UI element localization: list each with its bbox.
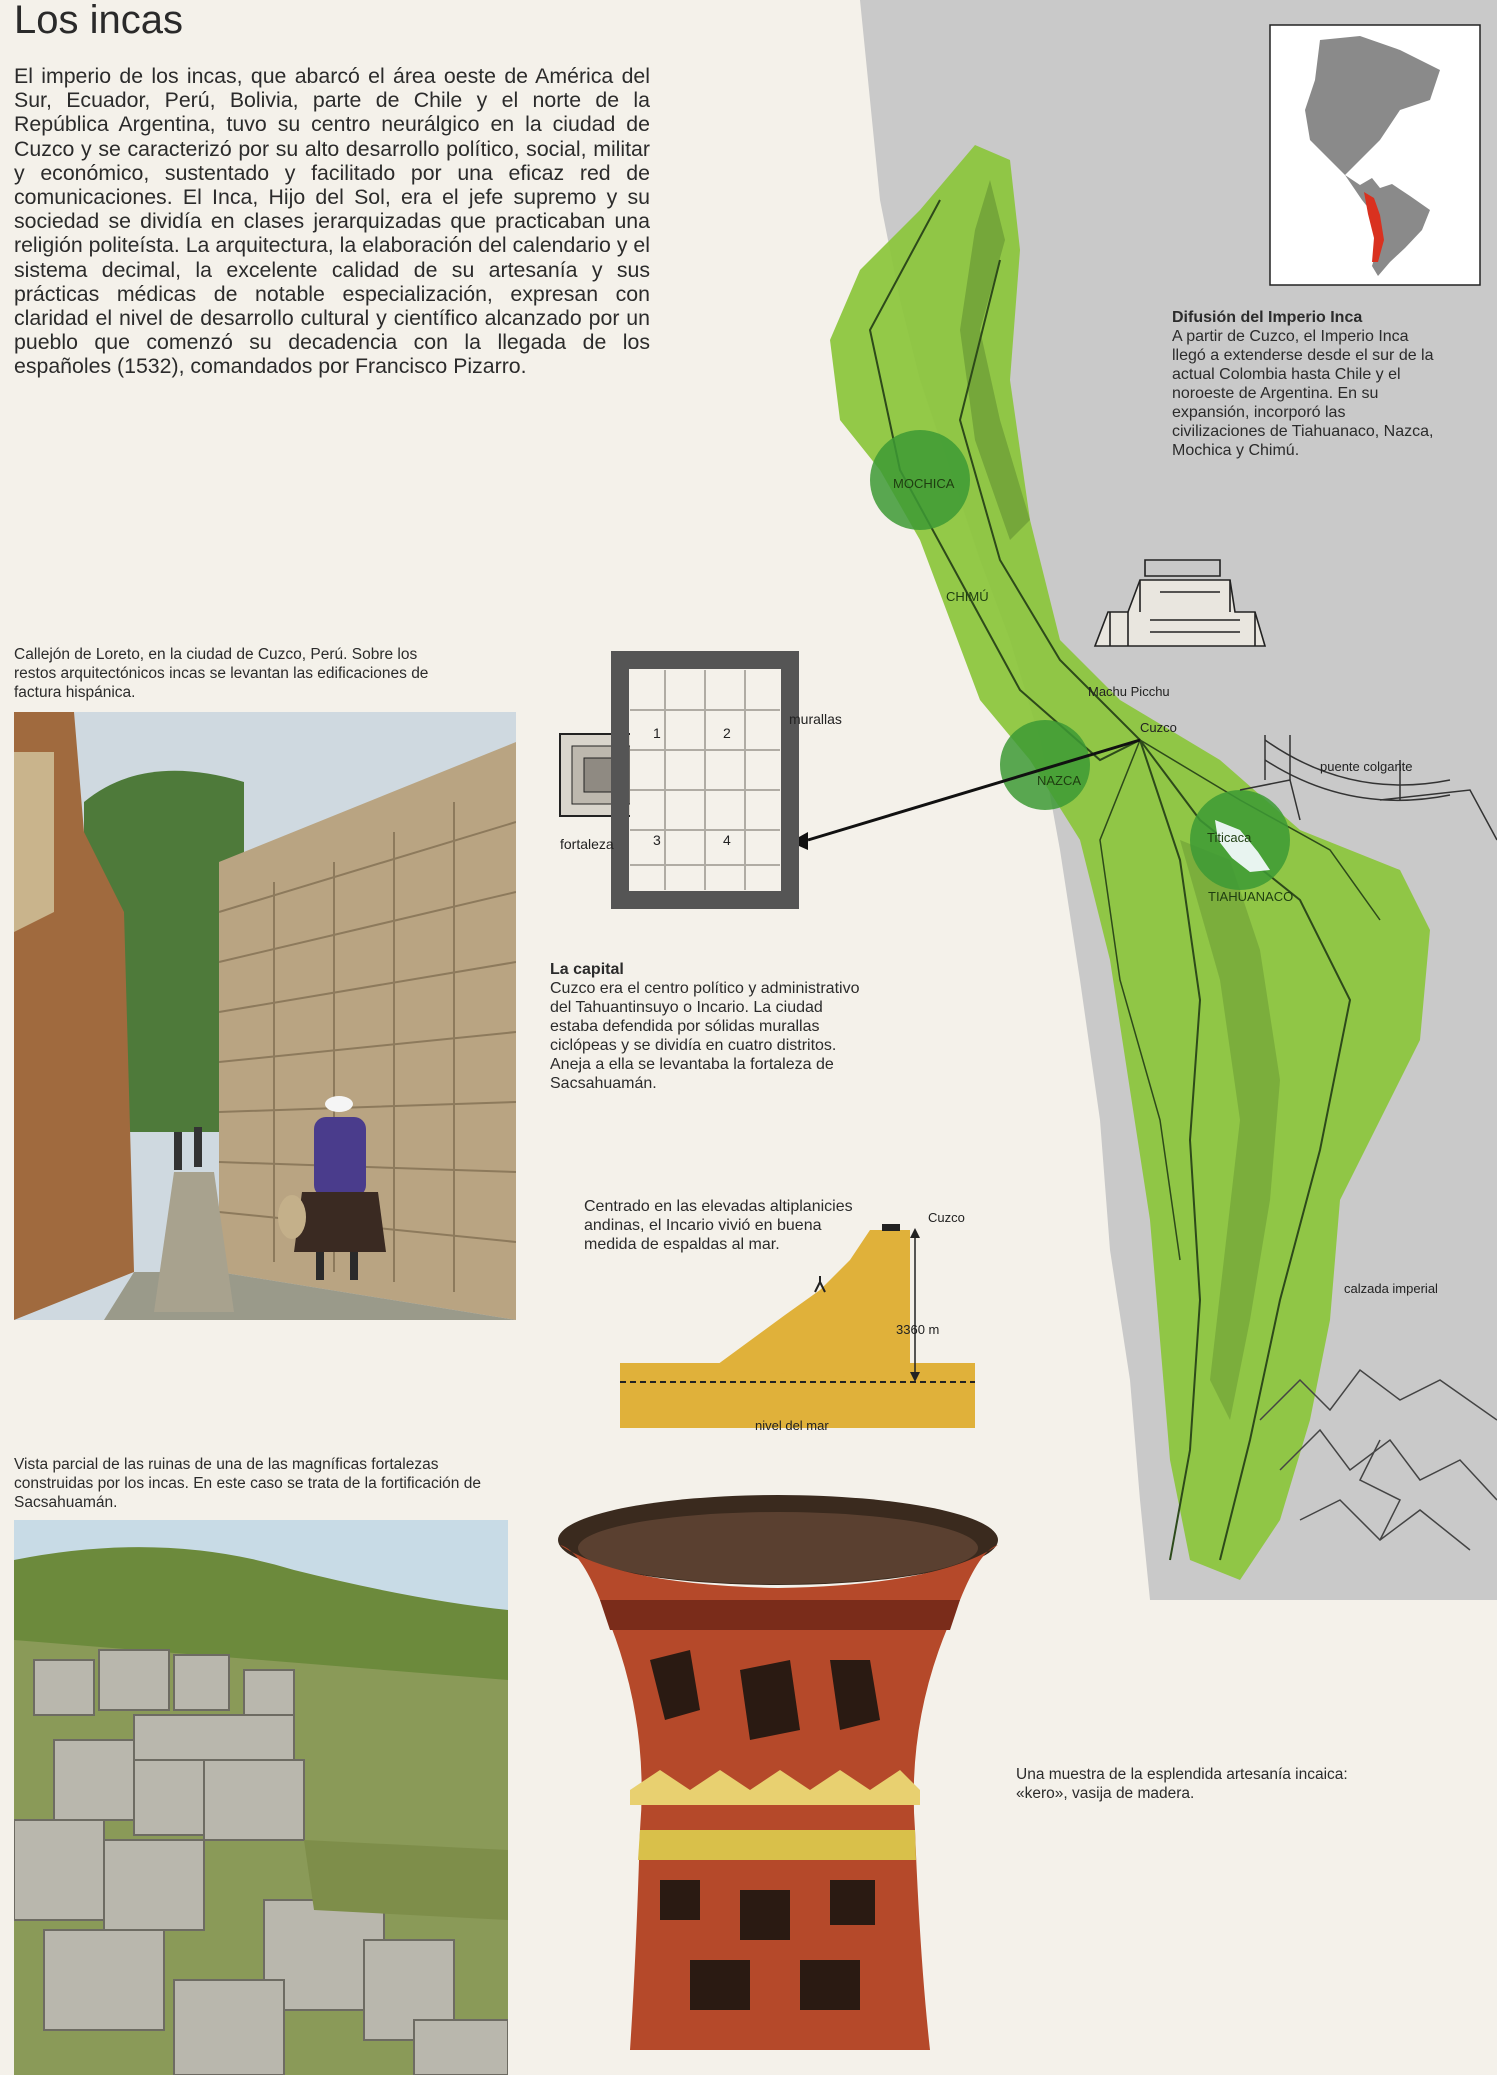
plan-district-4: 4 (723, 832, 731, 848)
cuzco-plan (550, 650, 810, 910)
capital-heading: La capital (550, 961, 624, 978)
label-chimu: CHIMÚ (946, 589, 989, 604)
plan-district-2: 2 (723, 725, 731, 741)
label-calzada-imperial: calzada imperial (1344, 1281, 1438, 1296)
label-titicaca: Titicaca (1207, 830, 1252, 845)
altitude-label-sea: nivel del mar (755, 1418, 829, 1433)
nazca-circle (1000, 720, 1090, 810)
capital-caption (550, 960, 860, 1093)
page-title: Los incas (14, 0, 183, 42)
kero-caption: Una muestra de la esplendida artesanía incaica: «kero», vasija de madera. (1016, 1766, 1348, 1802)
capital-text: Cuzco era el centro político y administrativo del Tahuantinsuyo o Incario. La ciudad estaba defendida por sólidas murallas ciclópeas y se dividía en cuatro distritos. Aneja a ella se levantaba la fortaleza de Sacsahuamán. (550, 980, 860, 1092)
kero-vessel (540, 1490, 1020, 2070)
plan-district-3: 3 (653, 832, 661, 848)
plan-label-fortaleza: fortaleza (560, 836, 614, 852)
altitude-label-cuzco: Cuzco (928, 1210, 965, 1225)
difusion-heading: Difusión del Imperio Inca (1172, 309, 1363, 326)
label-mochica: MOCHICA (893, 476, 955, 491)
callejon-photo (14, 712, 516, 1320)
label-cuzco: Cuzco (1140, 720, 1177, 735)
intro-paragraph: El imperio de los incas, que abarcó el área oeste de América del Sur, Ecuador, Perú, Bolivia, parte de Chile y el norte de la República Argentina, tuvo su centro neurálgico en la ciudad de Cuzco y se caracterizó por su alto desarrollo político, social, militar y económico, sustentado y facilitado por una eficaz red de comunicaciones. El Inca, Hijo del Sol, era el jefe supremo y su sociedad se dividía en clases jerarquizadas que practicaban una religión politeísta. La arquitectura, la elaboración del calendario y el sistema decimal, la excelente calidad de su artesanía y sus prácticas médicas de notable especialización, expresan con claridad el nivel de desarrollo cultural y científico alcanzado por un pueblo que comenzó su decadencia con la llegada de los españoles (1532), comandados por Francisco Pizarro. (14, 64, 650, 379)
plan-label-murallas: murallas (789, 711, 842, 727)
fortress-square (560, 734, 642, 816)
label-nazca: NAZCA (1037, 773, 1082, 788)
label-puente-colgante: puente colgante (1320, 759, 1413, 774)
ruinas-caption: Vista parcial de las ruinas de una de las magníficas fortalezas construidas por los incas. En este caso se trata de la fortificación de Sacsahuamán. (14, 1456, 481, 1511)
label-tiahuanaco: TIAHUANACO (1208, 889, 1294, 904)
altitude-label-height: 3360 m (896, 1322, 940, 1337)
difusion-text: A partir de Cuzco, el Imperio Inca llegó a extenderse desde el sur de la actual Colombia hasta Chile y el noroeste de Argentina. En su expansión, incorporó las civilizaciones de Tiahuanaco, Nazca, Mochica y Chimú. (1172, 328, 1434, 459)
ruinas-photo (14, 1520, 508, 2075)
altitude-caption: Centrado en las elevadas altiplanicies andinas, el Incario vivió en buena medida de espaldas al mar. (584, 1198, 853, 1253)
difusion-caption (1172, 308, 1442, 460)
label-machu-picchu: Machu Picchu (1088, 684, 1170, 699)
plan-district-1: 1 (653, 725, 661, 741)
callejon-caption: Callejón de Loreto, en la ciudad de Cuzco, Perú. Sobre los restos arquitectónicos incas se levantan las edificaciones de factura hispánica. (14, 646, 429, 701)
